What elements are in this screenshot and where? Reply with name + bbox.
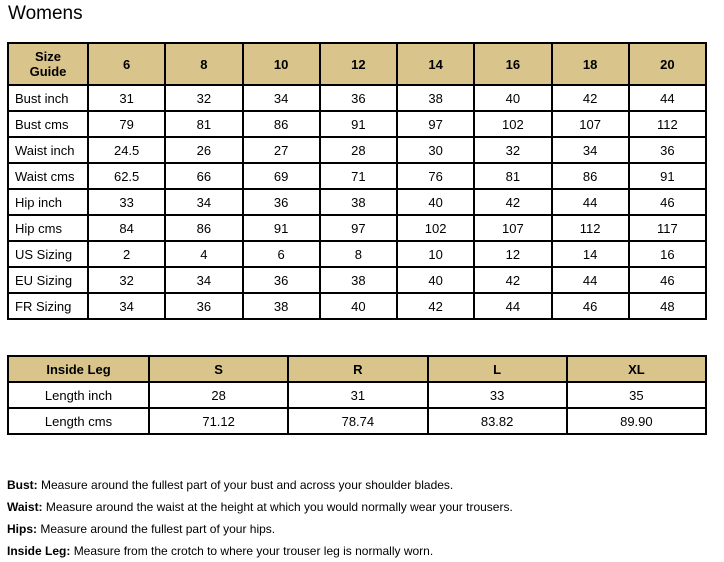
table-cell: 35 [567,382,706,408]
measurement-notes [7,474,513,562]
column-header: 10 [243,43,320,85]
table-cell: 24.5 [88,137,165,163]
note-line [7,474,513,496]
table-cell: 34 [88,293,165,319]
row-label: EU Sizing [8,267,88,293]
column-header: L [428,356,567,382]
inside-leg-table [7,355,707,435]
table-cell: 42 [552,85,629,111]
column-header: 14 [397,43,474,85]
corner-header: Inside Leg [8,356,149,382]
column-header: XL [567,356,706,382]
row-label: US Sizing [8,241,88,267]
table-row [8,382,706,408]
column-header: 16 [474,43,551,85]
table-cell: 42 [474,189,551,215]
row-label: FR Sizing [8,293,88,319]
table-cell: 38 [397,85,474,111]
table-cell: 107 [474,215,551,241]
row-label: Length cms [8,408,149,434]
table-cell: 71 [320,163,397,189]
table-cell: 66 [165,163,242,189]
table-cell: 28 [320,137,397,163]
table-cell: 91 [243,215,320,241]
note-line [7,540,513,562]
table-cell: 40 [474,85,551,111]
table-cell: 62.5 [88,163,165,189]
leg-header-row [8,356,706,382]
table-cell: 27 [243,137,320,163]
column-header: 18 [552,43,629,85]
size-header-row [8,43,706,85]
size-table-body [8,85,706,319]
table-cell: 102 [474,111,551,137]
table-cell: 32 [88,267,165,293]
table-cell: 32 [474,137,551,163]
row-label: Bust inch [8,85,88,111]
table-cell: 81 [165,111,242,137]
table-cell: 46 [552,293,629,319]
table-cell: 8 [320,241,397,267]
table-row [8,215,706,241]
note-text: Measure around the waist at the height at which you would normally wear your trousers. [45,500,513,514]
column-header: R [288,356,427,382]
table-cell: 107 [552,111,629,137]
table-cell: 32 [165,85,242,111]
table-cell: 40 [397,189,474,215]
table-cell: 40 [320,293,397,319]
table-cell: 4 [165,241,242,267]
table-cell: 97 [397,111,474,137]
table-cell: 86 [552,163,629,189]
table-row [8,408,706,434]
note-term: Bust: [7,478,38,492]
table-cell: 14 [552,241,629,267]
table-cell: 34 [243,85,320,111]
table-cell: 31 [88,85,165,111]
table-cell: 46 [629,189,706,215]
table-cell: 44 [552,189,629,215]
row-label: Length inch [8,382,149,408]
table-cell: 31 [288,382,427,408]
column-header: S [149,356,288,382]
table-cell: 79 [88,111,165,137]
table-cell: 78.74 [288,408,427,434]
row-label: Waist inch [8,137,88,163]
table-row [8,111,706,137]
table-cell: 36 [165,293,242,319]
column-header: 20 [629,43,706,85]
row-label: Bust cms [8,111,88,137]
note-text: Measure around the fullest part of your bust and across your shoulder blades. [41,478,454,492]
table-cell: 36 [243,189,320,215]
table-cell: 117 [629,215,706,241]
table-cell: 112 [552,215,629,241]
table-cell: 2 [88,241,165,267]
table-cell: 38 [243,293,320,319]
table-row [8,163,706,189]
note-term: Hips: [7,522,37,536]
size-guide-table [7,42,707,320]
table-cell: 48 [629,293,706,319]
table-row [8,137,706,163]
table-row [8,241,706,267]
table-cell: 34 [552,137,629,163]
table-cell: 76 [397,163,474,189]
table-cell: 91 [320,111,397,137]
table-cell: 112 [629,111,706,137]
note-term: Waist: [7,500,43,514]
table-row [8,189,706,215]
table-cell: 16 [629,241,706,267]
table-cell: 42 [397,293,474,319]
table-cell: 81 [474,163,551,189]
table-cell: 40 [397,267,474,293]
table-cell: 69 [243,163,320,189]
table-cell: 84 [88,215,165,241]
note-line [7,496,513,518]
note-text: Measure from the crotch to where your trouser leg is normally worn. [73,544,434,558]
table-cell: 33 [88,189,165,215]
column-header: 6 [88,43,165,85]
table-cell: 83.82 [428,408,567,434]
table-cell: 97 [320,215,397,241]
table-cell: 36 [243,267,320,293]
row-label: Hip cms [8,215,88,241]
table-cell: 102 [397,215,474,241]
table-cell: 36 [629,137,706,163]
note-line [7,518,513,540]
row-label: Waist cms [8,163,88,189]
table-cell: 38 [320,267,397,293]
table-cell: 44 [552,267,629,293]
table-cell: 46 [629,267,706,293]
table-cell: 44 [474,293,551,319]
table-cell: 36 [320,85,397,111]
note-term: Inside Leg: [7,544,71,558]
table-cell: 89.90 [567,408,706,434]
table-cell: 12 [474,241,551,267]
corner-header: Size Guide [8,43,88,85]
leg-table-body [8,382,706,434]
table-cell: 42 [474,267,551,293]
table-cell: 34 [165,267,242,293]
table-cell: 38 [320,189,397,215]
note-text: Measure around the fullest part of your hips. [40,522,276,536]
column-header: 12 [320,43,397,85]
table-cell: 71.12 [149,408,288,434]
table-cell: 26 [165,137,242,163]
table-cell: 30 [397,137,474,163]
table-cell: 86 [165,215,242,241]
table-cell: 44 [629,85,706,111]
column-header: 8 [165,43,242,85]
table-row [8,267,706,293]
row-label: Hip inch [8,189,88,215]
table-cell: 10 [397,241,474,267]
table-cell: 34 [165,189,242,215]
table-cell: 86 [243,111,320,137]
table-cell: 6 [243,241,320,267]
page-title: Womens [8,3,83,24]
table-cell: 91 [629,163,706,189]
table-row [8,293,706,319]
table-cell: 28 [149,382,288,408]
table-row [8,85,706,111]
table-cell: 33 [428,382,567,408]
